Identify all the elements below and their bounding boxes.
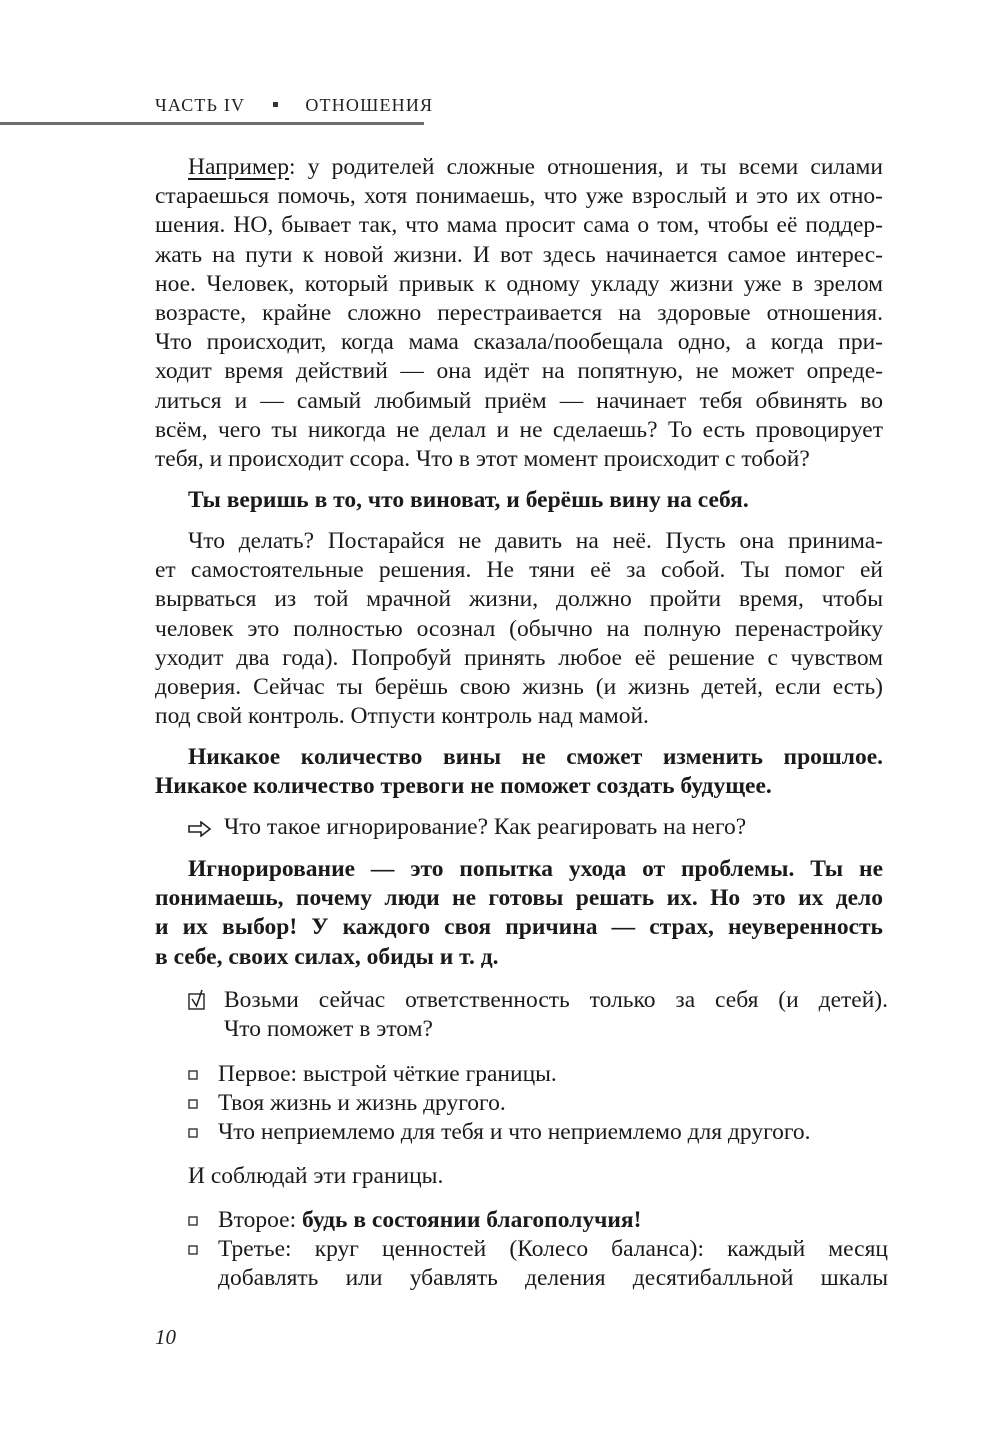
question-text: Что такое игнорирование? Как реагировать на него? <box>224 814 747 840</box>
text-line: ное. Человек, который привык к одному укладу жизни уже в зрелом <box>155 270 883 297</box>
arrow-question <box>188 813 888 842</box>
list-item: Твоя жизнь и жизнь другого. <box>188 1089 888 1118</box>
text-line: Никакое количество вины не сможет изменить прошлое. <box>188 744 883 770</box>
text-line: добавлять или убавлять деления десятибалльной шкалы <box>218 1265 888 1292</box>
list-item: Первое: выстрой чёткие границы. <box>188 1060 888 1089</box>
text-line: Например: у родителей сложные отношения, и ты всеми силами <box>188 154 883 180</box>
text-line: ходит время действий — она идёт на попятную, не может опреде- <box>155 358 883 385</box>
running-head-part: ЧАСТЬ IV <box>155 95 245 115</box>
bold-statement-guilt: Ты веришь в то, что виноват, и берёшь вину на себя. <box>188 487 749 513</box>
text-line: Возьми сейчас ответственность только за себя (и детей). <box>224 987 888 1013</box>
text-line: Что поможет в этом? <box>224 1016 433 1043</box>
bullet-list-steps <box>188 1206 888 1294</box>
text-line: уходит два года). Попробуй принять любое её решение с чувством <box>155 644 883 671</box>
text-line: всём, чего ты никогда не делал и не сделаешь? То есть провоцирует <box>155 416 883 443</box>
running-head-section: ОТНОШЕНИЯ <box>305 95 434 115</box>
list-item: Второе: будь в состоянии благополучия! <box>188 1206 888 1235</box>
lead-word-underlined: Например <box>188 154 290 180</box>
square-bullet-icon <box>188 1070 198 1080</box>
text-line: Третье: круг ценностей (Колесо баланса): каждый месяц <box>218 1236 888 1263</box>
text-line: стараешься помочь, хотя понимаешь, что уже взрослый и это их отно- <box>155 183 883 210</box>
square-bullet-icon <box>188 1216 198 1226</box>
checked-box-icon <box>188 989 208 1011</box>
right-arrow-outline-icon <box>188 821 212 837</box>
text-line: Что происходит, когда мама сказала/пообещала одно, а когда при- <box>155 329 883 356</box>
text-line: под свой контроль. Отпусти контроль над мамой. <box>155 703 649 730</box>
emphasis-wellbeing: будь в состоянии благополучия! <box>302 1207 642 1233</box>
text-line: шения. НО, бывает так, что мама просит сама о том, чтобы её поддер- <box>155 212 883 239</box>
text-line: возрасте, крайне сложно перестраивается на здоровые отношения. <box>155 300 883 327</box>
square-bullet-icon <box>188 1128 198 1138</box>
running-head <box>155 95 433 116</box>
paragraph-what-to-do <box>155 527 883 731</box>
list-item <box>188 1235 888 1293</box>
bold-statement-quote <box>155 743 883 801</box>
text-line: жать на пути к новой жизни. И вот здесь начинается самое интерес- <box>155 241 883 268</box>
checkbox-item <box>188 986 888 1044</box>
page-number: 10 <box>155 1325 176 1349</box>
header-rule <box>0 122 424 125</box>
square-bullet-icon <box>188 1099 198 1109</box>
bullet-list-boundaries <box>188 1060 888 1148</box>
text-line: Никакое количество тревоги не поможет создать будущее. <box>155 773 772 800</box>
list-item: Что неприемлемо для тебя и что неприемлемо для другого. <box>188 1118 888 1147</box>
text-line: и их выбор! У каждого своя причина — страх, неуверенность <box>155 914 883 941</box>
text-line: Игнорирование — это попытка ухода от проблемы. Ты не <box>188 856 883 882</box>
text-line: тебя, и происходит ссора. Что в этот момент происходит с тобой? <box>155 446 810 473</box>
square-separator-icon <box>273 102 278 107</box>
text-line: понимаешь, почему люди не готовы решать их. Но это их дело <box>155 885 883 912</box>
text-line: Что делать? Постарайся не давить на неё. Пусть она принима- <box>188 528 883 554</box>
paragraph-example <box>155 153 883 474</box>
keep-boundaries-line: И соблюдай эти границы. <box>188 1163 444 1189</box>
text-line: в себе, своих силах, обиды и т. д. <box>155 943 499 970</box>
bold-paragraph-ignoring <box>155 855 883 972</box>
text-line: вырваться из той мрачной жизни, должно пройти время, чтобы <box>155 586 883 613</box>
square-bullet-icon <box>188 1245 198 1255</box>
text-line: литься и — самый любимый приём — начинает тебя обвинять во <box>155 387 883 414</box>
text-line: доверия. Сейчас ты берёшь свою жизнь (и жизнь детей, если есть) <box>155 674 883 701</box>
text-line: ет самостоятельные решения. Не тяни её за собой. Ты помог ей <box>155 557 883 584</box>
text-line: человек это полностью осознал (обычно на полную перенастройку <box>155 615 883 642</box>
